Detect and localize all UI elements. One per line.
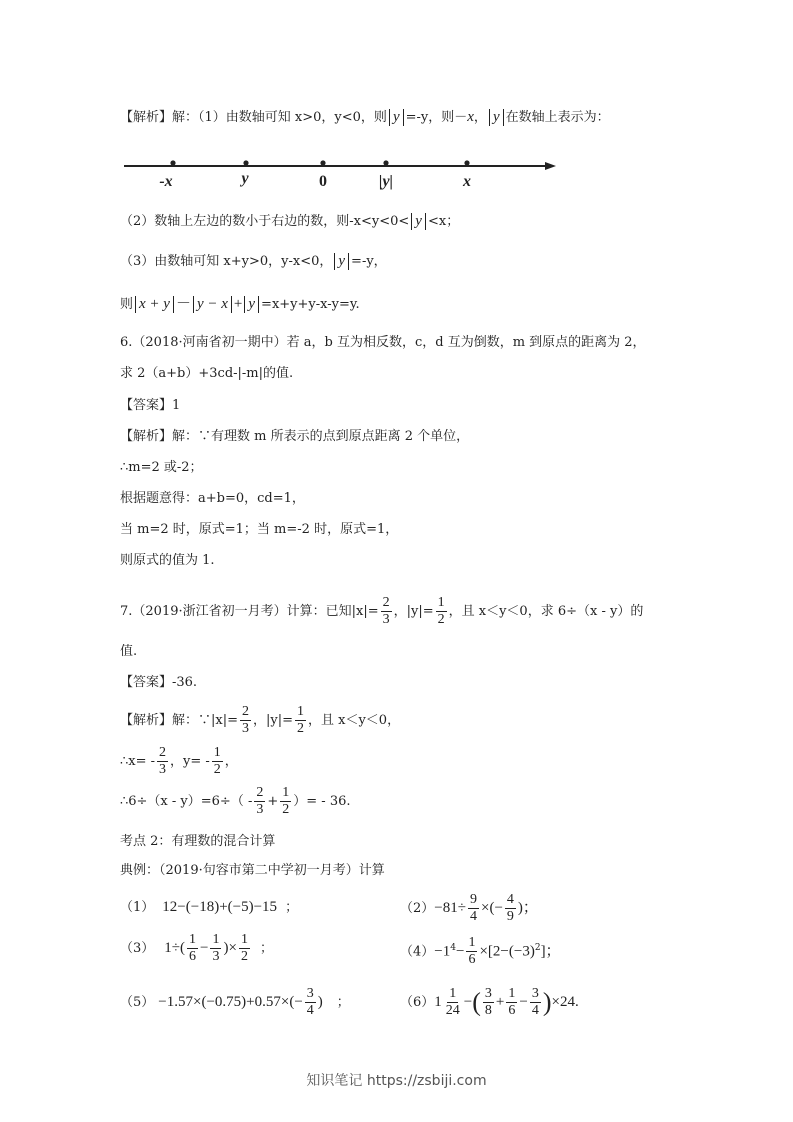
number-line-arrow <box>545 162 556 170</box>
abs-y: y <box>389 109 404 126</box>
exercise-4: $(4)-1^4-$ $\frac{1}{6}$ $\times[2-(-3)^2]$； <box>400 935 561 968</box>
q6-solution-5: 则原式的值为 1. <box>120 553 215 568</box>
frac-1-2: $\frac{1}{2}$ <box>437 595 445 627</box>
abs-y-2: y <box>489 109 504 126</box>
q6-line-2: 求 2（a+b）+3cd-|-m|的值. <box>120 366 294 381</box>
label-y: y <box>241 170 249 187</box>
frac-2-3: $\frac{2}{3}$ <box>382 595 390 627</box>
label-neg-x: -x <box>159 173 173 190</box>
label-abs-y: |y| <box>378 173 394 190</box>
q7-answer: 【答案】-36. <box>120 675 198 690</box>
analysis-line-4: 则 x + y － y − x + y =x+y+y-x-y=y. <box>120 296 360 312</box>
q6-solution-1: 【解析】解：∵有理数 m 所表示的点到原点距离 2 个单位， <box>120 429 470 444</box>
q7-solution-3: ∴6÷（x - y）=6÷（ - $\frac{2}{3}$ + $\frac{1}{2}$ ）= - 36. <box>120 785 351 817</box>
q7-solution-1: 【解析】解：∵|x|= $\frac{2}{3}$ ，|y|= $\frac{1}{2}$ ，且 x＜y＜0， <box>120 704 401 736</box>
number-line <box>0 150 793 210</box>
q6-answer: 【答案】1 <box>120 398 181 413</box>
footer-watermark: 知识笔记 https://zsbiji.com <box>306 1073 487 1089</box>
point-zero <box>320 160 325 165</box>
q6-solution-4: 当 m=2 时，原式=1；当 m=-2 时，原式=1， <box>120 522 399 537</box>
point-y <box>243 160 248 165</box>
analysis-line-2: （2）数轴上左边的数小于右边的数，则-x<y<0< y <x； <box>120 213 460 229</box>
q6-solution-2: ∴m=2 或-2； <box>120 460 203 475</box>
q7-solution-2: ∴x= - $\frac{2}{3}$ ，y= - $\frac{1}{2}$ ， <box>120 745 238 777</box>
label-x: x <box>463 173 471 190</box>
analysis-line-1: 【解析】解：（1）由数轴可知 x>0，y<0，则 y =-y，则－x， y 在数轴上表示为： <box>120 109 610 125</box>
point-abs-y <box>383 160 388 165</box>
point-neg-x <box>170 160 175 165</box>
analysis-line-3: （3）由数轴可知 x+y>0，y-x<0， y =-y， <box>120 253 387 269</box>
exercise-5: （5） −1.57×(−0.75)+0.57×(− $\frac{3}{4}$ ) ； <box>120 986 350 1018</box>
q6-solution-3: 根据题意得：a+b=0，cd=1， <box>120 491 305 506</box>
exercise-2: （2）−81÷ $\frac{9}{4}$ ×(− $\frac{4}{9}$ )； <box>400 892 538 924</box>
q7-line-2: 值. <box>120 644 138 659</box>
q6-line-1: 6.（2018·河南省初一期中）若 a，b 互为相反数，c，d 互为倒数，m 到原点的距离为 2， <box>120 335 646 350</box>
exercise-6: （6）1 $\frac{1}{24}$ −( $\frac{3}{8}$ + $\frac{1}{6}$ − $\frac{3}{4}$ )×24. <box>400 986 579 1018</box>
q7-line-1: 7.（2019·浙江省初一月考）计算：已知|x|= $\frac{2}{3}$ ，|y|= $\frac{1}{2}$ ，且 x＜y＜0，求 6÷（x - y）的 <box>120 595 644 627</box>
example-title: 典例：（2019·句容市第二中学初一月考）计算 <box>120 863 385 878</box>
keypoint-2-title: 考点 2：有理数的混合计算 <box>120 834 276 849</box>
exercise-3: （3） 1÷( $\frac{1}{6}$ − $\frac{1}{3}$ )× $\frac{1}{2}$ ； <box>120 932 273 964</box>
label-zero: 0 <box>319 173 327 190</box>
exercise-1: （1） 12−(−18)+(−5)−15 ； <box>120 899 299 915</box>
point-x <box>464 160 469 165</box>
